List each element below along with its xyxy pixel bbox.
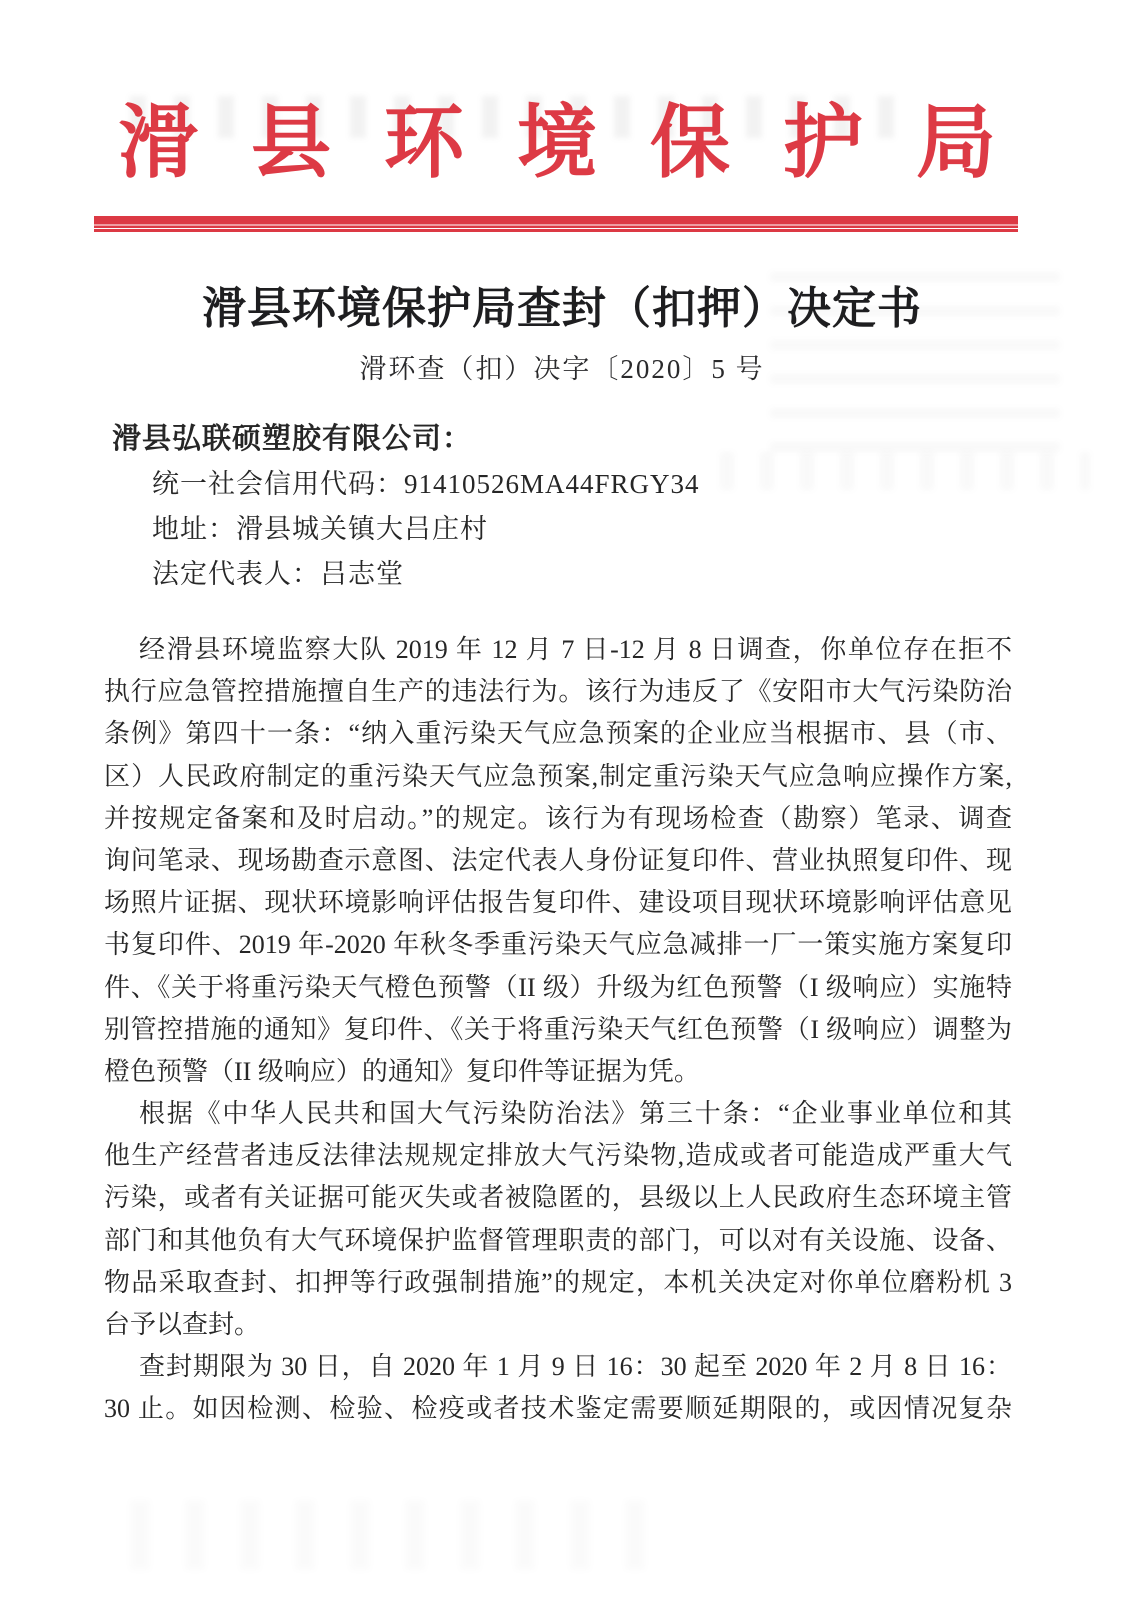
body-line: 橙色预警（II 级响应）的通知》复印件等证据为凭。	[104, 1056, 700, 1086]
scan-bleed-artifact	[130, 1500, 650, 1570]
body-line: 并按规定备案和及时启动。”的规定。该行为有现场检查（勘察）笔录、调查	[104, 803, 1012, 833]
body-line: 件、《关于将重污染天气橙色预警（II 级）升级为红色预警（I 级响应）实施特	[104, 972, 1012, 1002]
body-line: 区）人民政府制定的重污染天气应急预案,制定重污染天气应急响应操作方案,	[104, 761, 1012, 791]
body-line: 部门和其他负有大气环境保护监督管理职责的部门，可以对有关设施、设备、	[104, 1225, 1012, 1255]
recipient-credit-code: 统一社会信用代码：91410526MA44FRGY34	[152, 469, 700, 499]
body-line: 他生产经营者违反法律法规规定排放大气污染物,造成或者可能造成严重大气	[104, 1141, 1012, 1171]
document-number: 滑环查（扣）决字〔2020〕5 号	[359, 354, 765, 384]
body-line: 询问笔录、现场勘查示意图、法定代表人身份证复印件、营业执照复印件、现	[104, 845, 1012, 875]
body-line: 根据《中华人民共和国大气污染防治法》第三十条：“企业事业单位和其	[139, 1099, 1012, 1129]
recipient-legal-representative: 法定代表人：吕志堂	[152, 559, 404, 589]
body-line: 条例》第四十一条：“纳入重污染天气应急预案的企业应当根据市、县（市、	[104, 719, 1012, 749]
body-line: 污染，或者有关证据可能灭失或者被隐匿的，县级以上人民政府生态环境主管	[104, 1183, 1012, 1213]
body-line: 查封期限为 30 日，自 2020 年 1 月 9 日 16：30 起至 2020 年 2 月 8 日 16：	[139, 1352, 1012, 1382]
document-body	[104, 629, 1012, 1431]
body-line: 经滑县环境监察大队 2019 年 12 月 7 日-12 月 8 日调查，你单位存在拒不	[139, 635, 1012, 664]
body-line: 别管控措施的通知》复印件、《关于将重污染天气红色预警（I 级响应）调整为	[104, 1014, 1012, 1044]
body-line: 物品采取查封、扣押等行政强制措施”的规定，本机关决定对你单位磨粉机 3	[104, 1267, 1012, 1297]
body-line: 场照片证据、现状环境影响评估报告复印件、建设项目现状环境影响评估意见	[104, 888, 1012, 918]
document-title: 滑县环境保护局查封（扣押）决定书	[202, 284, 922, 333]
body-line: 30 止。如因检测、检验、检疫或者技术鉴定需要顺延期限的，或因情况复杂	[104, 1394, 1012, 1424]
body-line: 执行应急管控措施擅自生产的违法行为。该行为违反了《安阳市大气污染防治	[104, 677, 1012, 707]
recipient-address: 地址：滑县城关镇大吕庄村	[152, 514, 488, 544]
scan-bleed-artifact	[720, 452, 1090, 490]
body-line: 台予以查封。	[104, 1310, 261, 1339]
agency-letterhead-name: 滑县环境保护局	[118, 100, 1049, 188]
letterhead-divider-line	[94, 216, 1018, 232]
recipient-company-name: 滑县弘联硕塑胶有限公司：	[112, 423, 473, 455]
body-line: 书复印件、2019 年-2020 年秋冬季重污染天气应急减排一厂一策实施方案复印	[104, 930, 1012, 960]
